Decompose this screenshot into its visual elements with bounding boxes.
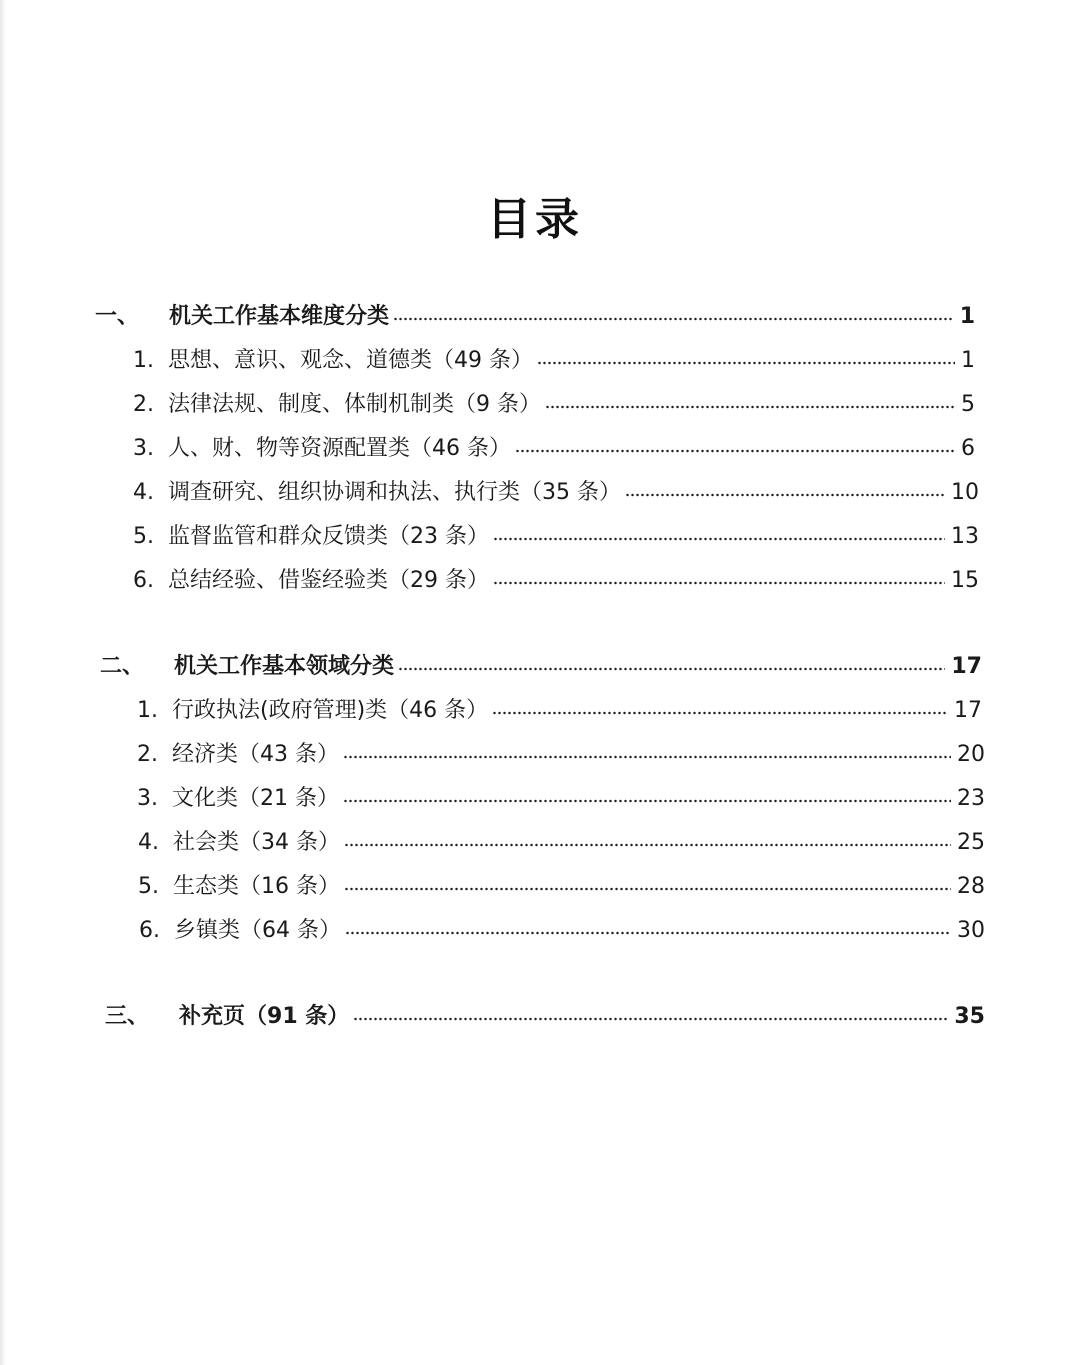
dot-leader <box>344 828 951 858</box>
toc-page-number: 1 <box>959 304 975 329</box>
dot-leader <box>625 478 945 508</box>
toc-page-number: 23 <box>957 786 985 811</box>
toc-section-2[interactable] <box>100 646 982 682</box>
toc-item[interactable] <box>133 516 979 552</box>
toc-item[interactable] <box>133 472 979 508</box>
toc-item-label: 3. 文化类（21 条） <box>137 786 339 811</box>
toc-item-label: 5. 生态类（16 条） <box>138 874 340 899</box>
dot-leader <box>545 390 955 420</box>
toc-item[interactable] <box>137 690 982 726</box>
toc-page-number: 17 <box>951 654 982 679</box>
toc-item-label: 5. 监督监管和群众反馈类（23 条） <box>133 524 489 549</box>
dot-leader <box>492 696 948 726</box>
toc-item-label: 1. 思想、意识、观念、道德类（49 条） <box>133 348 533 373</box>
toc-item-label: 3. 人、财、物等资源配置类（46 条） <box>133 436 511 461</box>
toc-page-number: 6 <box>961 436 975 461</box>
dot-leader <box>515 434 955 464</box>
toc-item-label: 6. 总结经验、借鉴经验类（29 条） <box>133 568 489 593</box>
toc-item[interactable] <box>138 866 985 902</box>
toc-item[interactable] <box>133 340 975 376</box>
toc-section-label: 三、 补充页（91 条） <box>105 1004 350 1029</box>
toc-page-number: 1 <box>961 348 975 373</box>
toc-item-label: 2. 法律法规、制度、体制机制类（9 条） <box>133 392 541 417</box>
toc-page-number: 13 <box>951 524 979 549</box>
toc-page-number: 25 <box>957 830 985 855</box>
toc-item[interactable] <box>133 560 979 596</box>
toc-page-number: 35 <box>954 1004 985 1029</box>
dot-leader <box>344 872 951 902</box>
toc-item-label: 6. 乡镇类（64 条） <box>139 918 341 943</box>
toc-item[interactable] <box>139 910 985 946</box>
toc-item[interactable] <box>133 428 975 464</box>
toc-page-number: 20 <box>957 742 985 767</box>
toc-title: 目录 <box>487 194 583 245</box>
toc-section-label: 二、 机关工作基本领域分类 <box>100 654 395 679</box>
dot-leader <box>343 784 951 814</box>
toc-page-number: 30 <box>957 918 985 943</box>
dot-leader <box>345 916 951 946</box>
toc-page-number: 28 <box>957 874 985 899</box>
toc-section-1[interactable] <box>95 296 975 332</box>
toc-page-number: 5 <box>961 392 975 417</box>
toc-item-label: 2. 经济类（43 条） <box>137 742 339 767</box>
dot-leader <box>537 346 955 376</box>
toc-page-number: 17 <box>954 698 982 723</box>
toc-page-number: 10 <box>951 480 979 505</box>
toc-item[interactable] <box>138 822 985 858</box>
toc-item-label: 4. 社会类（34 条） <box>138 830 340 855</box>
dot-leader <box>393 302 954 332</box>
dot-leader <box>398 652 945 682</box>
dot-leader <box>493 522 945 552</box>
toc-item[interactable] <box>137 734 985 770</box>
dot-leader <box>493 566 945 596</box>
toc-item-label: 4. 调查研究、组织协调和执法、执行类（35 条） <box>133 480 621 505</box>
toc-page-number: 15 <box>951 568 979 593</box>
toc-section-label: 一、 机关工作基本维度分类 <box>95 304 390 329</box>
toc-item[interactable] <box>133 384 975 420</box>
toc-section-3[interactable] <box>105 996 985 1032</box>
dot-leader <box>353 1002 948 1032</box>
toc-item[interactable] <box>137 778 985 814</box>
toc-item-label: 1. 行政执法(政府管理)类（46 条） <box>137 698 489 723</box>
dot-leader <box>343 740 951 770</box>
